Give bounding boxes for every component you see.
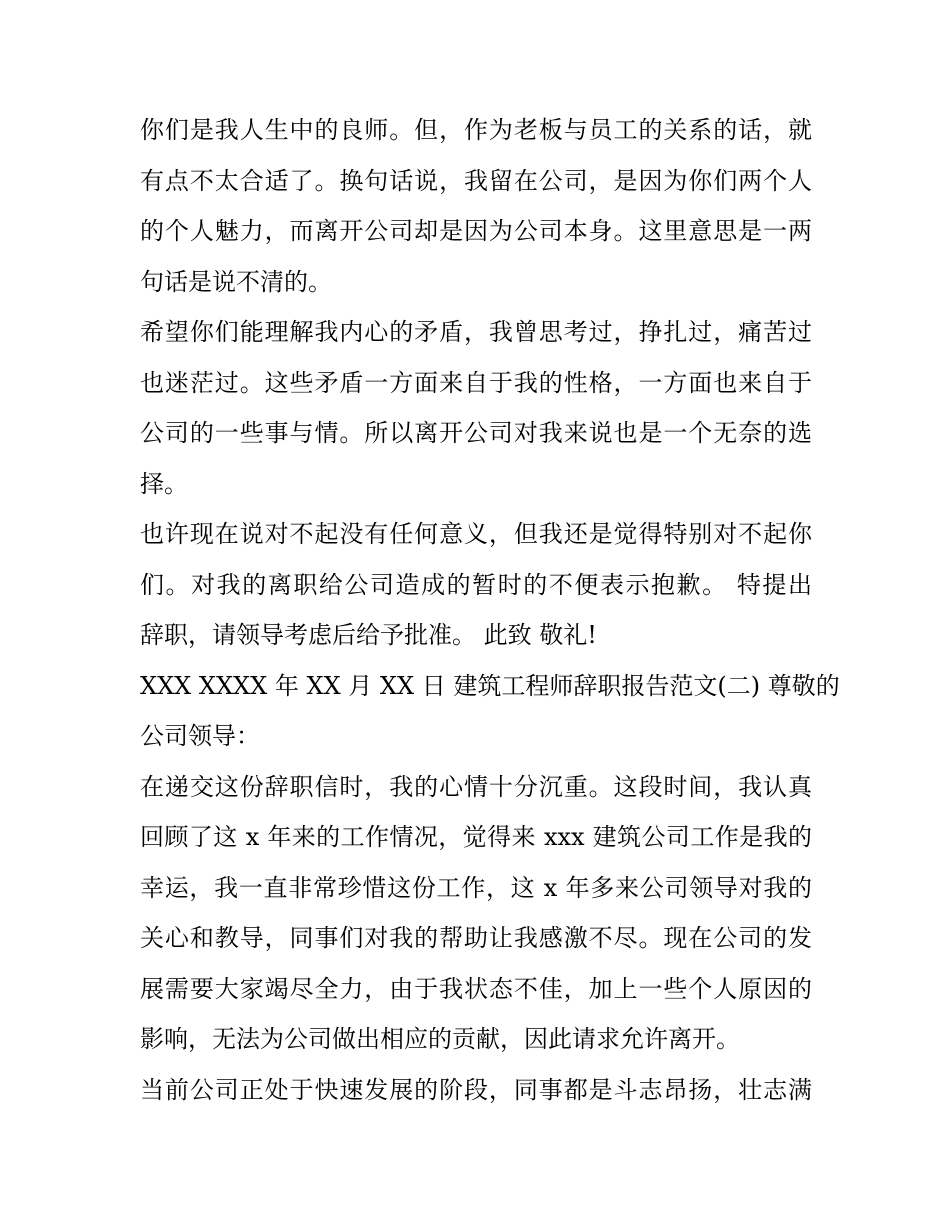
text-line: 也许现在说对不起没有任何意义，但我还是觉得特别对不起你	[140, 520, 812, 548]
document-body	[140, 105, 840, 1115]
text-line: 公司的一些事与情。所以离开公司对我来说也是一个无奈的选	[140, 419, 812, 447]
text-line: XXX XXXX 年 XX 月 XX 日 建筑工程师辞职报告范文(二) 尊敬的	[140, 671, 840, 700]
text-line: 影响，无法为公司做出相应的贡献，因此请求允许离开。	[140, 1025, 740, 1053]
text-line: 关心和教导，同事们对我的帮助让我感激不尽。现在公司的发	[140, 924, 812, 952]
text-line: 展需要大家竭尽全力，由于我状态不佳，加上一些个人原因的	[140, 974, 812, 1003]
text-line: 回顾了这 x 年来的工作情况，觉得来 xxx 建筑公司工作是我的	[140, 823, 812, 851]
text-line: 辞职，请领导考虑后给予批准。 此致 敬礼!	[140, 621, 597, 649]
text-line: 也迷茫过。这些矛盾一方面来自于我的性格，一方面也来自于	[140, 368, 812, 397]
text-line: 的个人魅力，而离开公司却是因为公司本身。这里意思是一两	[140, 217, 812, 245]
text-line: 在递交这份辞职信时，我的心情十分沉重。这段时间，我认真	[140, 772, 812, 801]
text-line: 择。	[140, 469, 188, 498]
text-line: 幸运，我一直非常珍惜这份工作，这 x 年多来公司领导对我的	[140, 873, 812, 902]
text-line: 你们是我人生中的良师。但，作为老板与员工的关系的话，就	[140, 116, 812, 144]
text-line: 句话是说不清的。	[140, 267, 332, 296]
text-line: 公司领导：	[140, 722, 260, 750]
text-line: 有点不太合适了。换句话说，我留在公司，是因为你们两个人	[140, 166, 812, 195]
text-line: 当前公司正处于快速发展的阶段，同事都是斗志昂扬，壮志满	[140, 1075, 812, 1104]
text-line: 希望你们能理解我内心的矛盾，我曾思考过，挣扎过，痛苦过	[140, 318, 812, 346]
text-line: 们。对我的离职给公司造成的暂时的不便表示抱歉。 特提出	[140, 570, 812, 599]
